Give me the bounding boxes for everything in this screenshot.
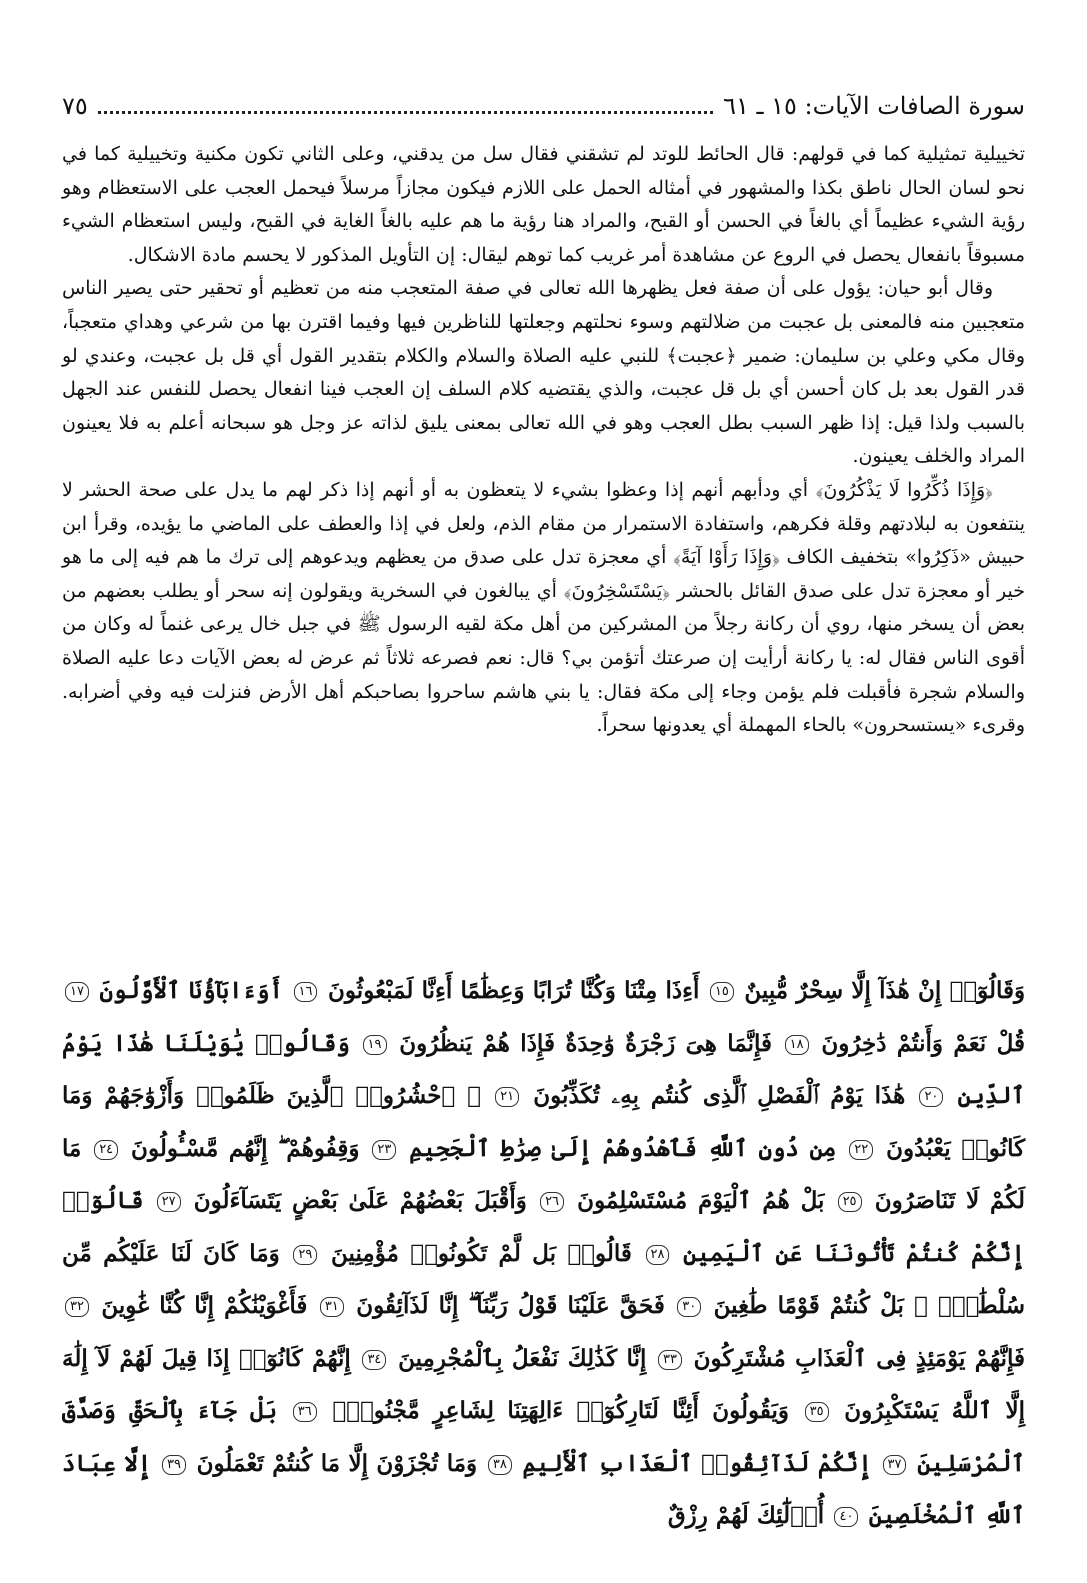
quran-verse: إِنَّهُمْ كَانُوٓا۟ إِذَا قِيلَ لَهُمْ لَآ إِلَٰهَ إِلَّا ٱللَّهُ يَسْتَكْبِرُونَ	[62, 1344, 1026, 1424]
ayah-number: ٢٨	[646, 1245, 670, 1265]
quran-verse: قُلْ نَعَمْ وَأَنتُمْ دَٰخِرُونَ	[821, 1029, 1025, 1057]
commentary-text	[62, 138, 1025, 743]
quran-verse: وَقَالُوا۟ يَٰوَيْلَنَا هَٰذَا يَوْمُ ٱلدِّينِ	[62, 1029, 1025, 1109]
quran-verse: أَءِذَا مِتْنَا وَكُنَّا تُرَابًا وَعِظَٰمًا أَءِنَّا لَمَبْعُوثُونَ	[328, 977, 700, 1004]
ayah-number: ١٥	[710, 982, 734, 1002]
ayah-number: ٣٠	[677, 1297, 701, 1317]
quran-verse: وَأَقْبَلَ بَعْضُهُمْ عَلَىٰ بَعْضٍ يَتَسَآءَلُونَ	[193, 1187, 527, 1214]
ayah-number: ١٦	[294, 982, 318, 1002]
quran-verse: فَحَقَّ عَلَيْنَا قَوْلُ رَبِّنَآ ۖ إِنَّا لَذَآئِقُونَ	[356, 1292, 665, 1319]
ayah-number: ٣١	[320, 1297, 344, 1317]
quran-verse: وَمَا كَانَ لَنَا عَلَيْكُم مِّن سُلْطَٰنٍۭ ۖ بَلْ كُنتُمْ قَوْمًا طَٰغِينَ	[62, 1239, 1026, 1319]
quran-verse: وَقِفُوهُمْ ۖ إِنَّهُم مَّسْـُٔولُونَ	[131, 1134, 360, 1162]
ayah-number: ٣٧	[883, 1455, 907, 1475]
commentary-paragraph: ﴿وَإِذَا ذُكِّرُوا لَا يَذْكُرُونَ﴾ أي ودأبهم أنهم إذا وعظوا بشيء لا يتعظون به أو أنهم إذا ذكر لهم ما يدل على صحة الحشر لا ينتفعون به لبلادتهم وقلة فكرهم، واستفادة الاستمرار من مقام الذم، ولعل في إذا والعطف على الماضي ما يؤيده، وقرأ ابن حبيش «ذَكِرُوا» بتخفيف الكاف ﴿وَإِذَا رَأَوْا آيَةً﴾ أي معجزة تدل على صدق من يعظهم ويدعوهم إلى ترك ما هم فيه إلى ما هو خير أو معجزة تدل على صدق القائل بالحشر ﴿يَسْتَسْخِرُونَ﴾ أي يبالغون في السخرية ويقولون إنه سحر أو يطلب بعضهم من بعض أن يسخر منها، روي أن ركانة رجلاً من المشركين من أهل مكة لقيه الرسول ﷺ في جبل خال يرعى غنماً له وكان من أقوى الناس فقال له: يا ركانة أرأيت إن صرعتك أتؤمن بي؟ قال: نعم فصرعه ثلاثاً ثم عرض له بعض الآيات دعا عليه الصلاة والسلام شجرة فأقبلت فلم يؤمن وجاء إلى مكة فقال: يا بني هاشم ساحروا بصاحبكم أهل الأرض فنزلت فيه وفي أضرابه. وقرىء «يستسحرون» بالحاء المهملة أي يعدونها سحراً.	[62, 478, 1026, 737]
ayah-number: ٤٠	[834, 1507, 858, 1527]
quran-verse: إِنَّا كَذَٰلِكَ نَفْعَلُ بِٱلْمُجْرِمِينَ	[398, 1344, 647, 1372]
ayah-number: ٣٥	[805, 1402, 829, 1422]
page-number: ٧٥	[62, 92, 88, 120]
ayah-number: ٢٥	[838, 1192, 862, 1212]
quran-verse: إِلَّا عِبَادَ ٱللَّهِ ٱلْمُخْلَصِينَ	[62, 1449, 1025, 1529]
header-dot-leader	[98, 110, 713, 114]
quran-verse: أَوَءَابَآؤُنَا ٱلْأَوَّلُونَ	[99, 977, 283, 1004]
ayah-number: ٢٠	[919, 1087, 943, 1107]
header-title: سورة الصافات الآيات: ١٥ ـ ٦١	[723, 92, 1025, 120]
ayah-number: ٢٣	[372, 1140, 396, 1160]
ayah-number: ٢٧	[157, 1192, 181, 1212]
ayah-number: ٢٢	[849, 1140, 873, 1160]
quran-verse: فَأَغْوَيْنَٰكُمْ إِنَّا كُنَّا غَٰوِينَ	[101, 1292, 308, 1319]
quran-verse: وَيَقُولُونَ أَئِنَّا لَتَارِكُوٓا۟ ءَالِهَتِنَا لِشَاعِرٍ مَّجْنُونٍۭ	[332, 1397, 790, 1424]
quran-verse: ۞ ٱحْشُرُوا۟ ٱلَّذِينَ ظَلَمُوا۟ وَأَزْوَٰجَهُمْ وَمَا كَانُوا۟ يَعْبُدُونَ	[62, 1082, 1026, 1162]
quran-verse: وَقَالُوٓا۟ إِنْ هَٰذَآ إِلَّا سِحْرٌ مُّبِينٌ	[744, 977, 1026, 1004]
quran-verse: هَٰذَا يَوْمُ ٱلْفَصْلِ ٱلَّذِى كُنتُم بِهِۦ تُكَذِّبُونَ	[533, 1082, 906, 1109]
running-header	[62, 82, 1025, 122]
quran-verses	[62, 965, 1025, 1543]
ayah-number: ٢٦	[540, 1192, 564, 1212]
ayah-number: ٣٢	[65, 1297, 89, 1317]
quran-verse: قَالُوا۟ بَل لَّمْ تَكُونُوا۟ مُؤْمِنِينَ	[331, 1239, 632, 1267]
quran-verse: فَإِنَّهُمْ يَوْمَئِذٍ فِى ٱلْعَذَابِ مُشْتَرِكُونَ	[693, 1344, 1026, 1372]
quran-verse: وَمَا تُجْزَوْنَ إِلَّا مَا كُنتُمْ تَعْمَلُونَ	[196, 1449, 478, 1477]
ayah-number: ١٩	[363, 1035, 387, 1055]
quran-verse: بَلْ هُمُ ٱلْيَوْمَ مُسْتَسْلِمُونَ	[577, 1187, 825, 1214]
ayah-number: ١٨	[785, 1035, 809, 1055]
ayah-number: ٢٤	[94, 1140, 118, 1160]
ayah-number: ٣٩	[162, 1455, 186, 1475]
ayah-number: ١٧	[65, 982, 89, 1002]
ayah-number: ٣٦	[293, 1402, 317, 1422]
quran-verse: قَالُوٓا۟ إِنَّكُمْ كُنتُمْ تَأْتُونَنَا عَنِ ٱلْيَمِينِ	[62, 1187, 1026, 1267]
quran-verse: مَا لَكُمْ لَا تَنَاصَرُونَ	[62, 1134, 1026, 1214]
ayah-number: ٢١	[495, 1087, 519, 1107]
quran-verse: إِنَّكُمْ لَذَآئِقُوا۟ ٱلْعَذَابِ ٱلْأَلِيمِ	[522, 1449, 872, 1477]
commentary-paragraph: تخييلية تمثيلية كما في قولهم: قال الحائط للوتد لم تشقني فقال سل من يدقني، وعلى الثاني تكون مكنية وتخييلية كما في نحو لسان الحال ناطق بكذا والمشهور في أمثاله الحمل على اللازم فيكون مجازاً مرسلاً فيحمل العجب على الاستعظام وهو رؤية الشيء عظيماً أي بالغاً في الحسن أو القبح، والمراد هنا رؤية ما هم عليه بالغاً الغاية في القبح، وليس استعظام الشيء مسبوقاً بانفعال يحصل في الروع عن مشاهدة أمر غريب كما توهم ليقال: إن التأويل المذكور لا يحسم مادة الاشكال.	[62, 143, 1025, 266]
quran-verse: أُو۟لَٰٓئِكَ لَهُمْ رِزْقٌ	[667, 1502, 825, 1529]
quran-verse: مِن دُونِ ٱللَّهِ فَٱهْدُوهُمْ إِلَىٰ صِرَٰطِ ٱلْجَحِيمِ	[409, 1134, 837, 1162]
ayah-number: ٣٤	[362, 1350, 386, 1370]
commentary-paragraph: وقال أبو حيان: يؤول على أن صفة فعل يظهرها الله تعالى في صفة المتعجب منه من تعظيم أو تحقير حتى يصير الناس متعجبين منه فالمعنى بل عجبت من ضلالتهم وسوء نحلتهم وجعلتها للناظرين فيها وفيما اقترن بها من شرعي وهداي متعجباً، وقال مكي وعلي بن سليمان: ضمير ﴿عجبت﴾ للنبي عليه الصلاة والسلام والكلام بتقدير القول أي قل بل عجبت، وعندي لو قدر القول بعد بل كان أحسن أي بل قل عجبت، والذي يقتضيه كلام السلف إن العجب فينا انفعال يحصل للنفس عند الجهل بالسبب ولذا قيل: إذا ظهر السبب بطل العجب وهو في الله تعالى بمعنى يليق لذاته عز وجل هو سبحانه أعلم به فلا يعينون المراد والخلف يعينون.	[62, 277, 1025, 468]
quran-verse: فَإِنَّمَا هِىَ زَجْرَةٌ وَٰحِدَةٌ فَإِذَا هُمْ يَنظُرُونَ	[399, 1029, 772, 1057]
ayah-number: ٢٩	[293, 1245, 317, 1265]
quran-verse: بَلْ جَآءَ بِٱلْحَقِّ وَصَدَّقَ ٱلْمُرْسَلِينَ	[62, 1397, 1025, 1477]
ayah-number: ٣٨	[488, 1455, 512, 1475]
ayah-number: ٣٣	[658, 1350, 682, 1370]
